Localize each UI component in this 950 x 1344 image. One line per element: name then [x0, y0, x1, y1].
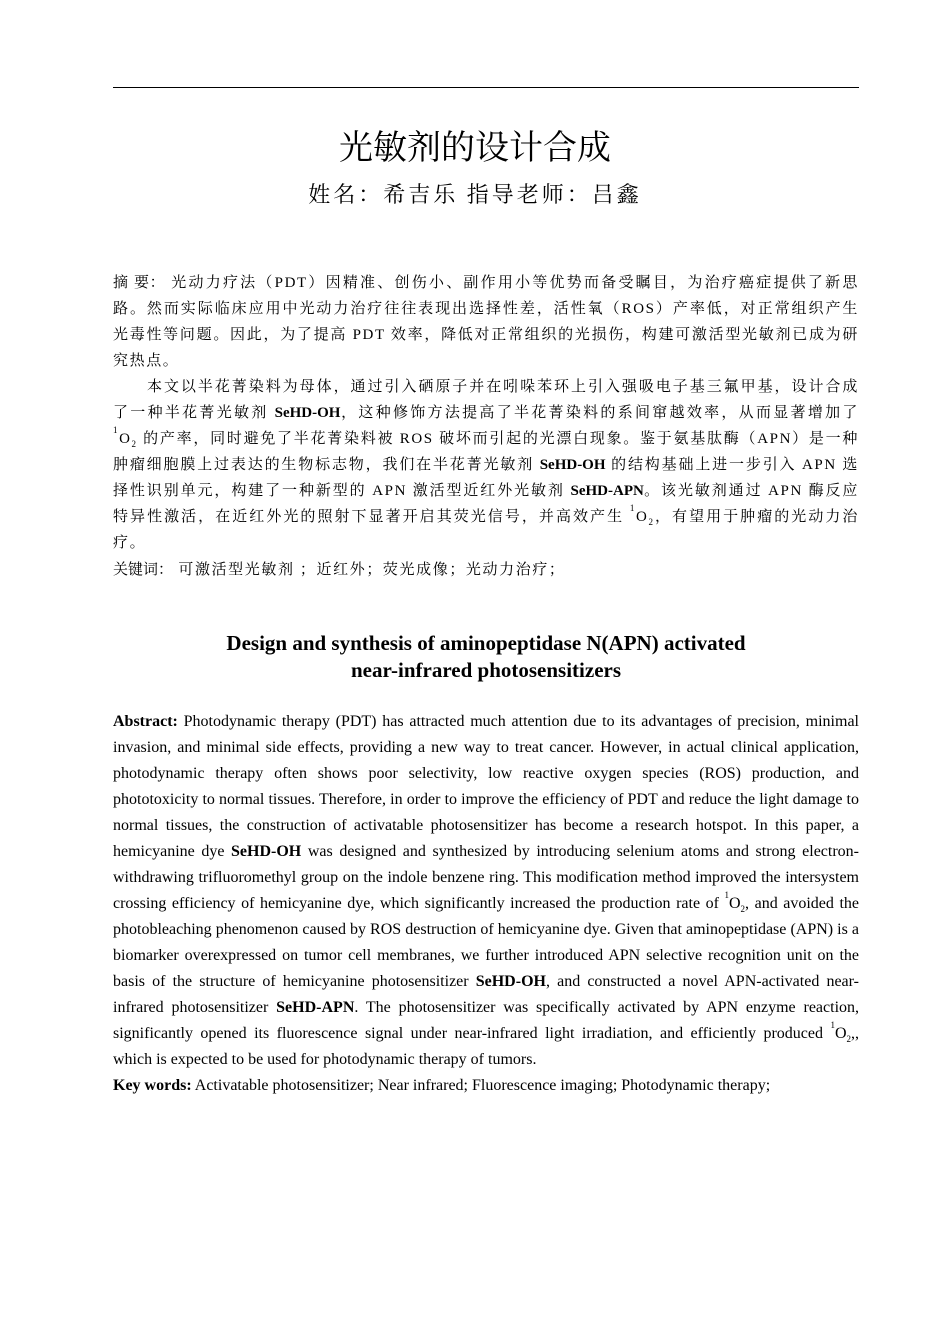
formula-script: 1	[724, 890, 729, 900]
text-run: 光动力疗法（PDT）因精准、创伤小、副作用小等优势而备受瞩目，为治疗癌症提供了新思路。然而实际临床应用中光动力治疗往往表现出选择性差，活性氧（ROS）产率低，对正常组织产生光毒性等问题。因此，为了提高 PDT 效率，降低对正常组织的光损伤，构建可激活型光敏剂已成为研究热点。	[113, 275, 859, 369]
formula-script: 2	[740, 904, 746, 915]
english-abstract	[113, 709, 859, 1099]
author-line: 姓名：希吉乐 指导老师：吕鑫	[308, 182, 642, 207]
header-rule	[113, 87, 859, 88]
text-segments	[113, 275, 859, 369]
bold-compound-name: SeHD-OH	[475, 973, 546, 990]
formula-script: 1	[830, 1020, 835, 1030]
bold-compound-name: SeHD-APN	[276, 999, 355, 1016]
cn-abstract-p1	[113, 269, 859, 374]
cn-abstract-label: 摘 要：	[113, 273, 166, 291]
cn-abstract-p2	[113, 374, 859, 556]
text-run: O	[119, 431, 132, 447]
chinese-abstract	[113, 269, 859, 583]
en-abstract-label: Abstract:	[113, 713, 178, 730]
english-title	[0, 630, 950, 684]
cn-keywords	[113, 556, 859, 583]
bold-compound-name: SeHD-OH	[231, 843, 302, 860]
bold-compound-name: SeHD-OH	[539, 457, 606, 473]
text-run: O	[636, 509, 649, 525]
text-segments	[113, 713, 859, 1068]
formula-script: 1	[629, 503, 637, 513]
text-run: 的产率，同时避免了半花菁染料被 ROS 破坏而引起的光漂白现象。鉴于氨基肽酶（APN）是一种肿瘤细胞膜上过表达的生物标志物，我们在半花菁光敏剂	[113, 431, 859, 473]
english-title-line2: near-infrared photosensitizers	[350, 658, 622, 682]
formula-script: 2	[648, 517, 655, 527]
text-run: ，这种修饰方法提高了半花菁染料的系间窜越效率，从而显著增加了	[340, 405, 859, 421]
text-run: O	[728, 895, 741, 912]
formula-script: 2	[846, 1034, 851, 1045]
en-keywords-label: Key words:	[113, 1077, 192, 1094]
text-segments	[113, 379, 859, 551]
text-run: . The photosensitizer was specifically activated by APN enzyme reaction, significantly opened its fluorescence signal under near-infrared light irradiation, and efficiently produced	[113, 999, 860, 1042]
english-title-line1: Design and synthesis of aminopeptidase N(APN) activated	[226, 631, 746, 655]
en-abstract-body	[113, 709, 859, 1073]
en-keywords-text: Activatable photosensitizer; Near infrared; Fluorescence imaging; Photodynamic therapy;	[191, 1077, 771, 1094]
cn-keywords-label: 关键词：	[113, 560, 174, 578]
text-run: , and constructed a novel APN-activated near-infrared photosensitizer	[113, 973, 859, 1016]
en-keywords	[113, 1073, 859, 1099]
bold-compound-name: SeHD-APN	[570, 483, 644, 499]
text-run: 。该光敏剂通过 APN 酶反应特异性激活，在近红外光的照射下显著开启其荧光信号，并高效产生	[113, 483, 859, 525]
cn-keywords-text: 可激活型光敏剂 ；近红外；荧光成像；光动力治疗；	[173, 562, 566, 578]
text-run: ,, which is expected to be used for photodynamic therapy of tumors.	[113, 1025, 859, 1068]
page-title: 光敏剂的设计合成	[339, 128, 611, 168]
formula-script: 2	[131, 439, 138, 449]
text-run: 本文以半花菁染料为母体，通过引入硒原子并在吲哚苯环上引入强吸电子基三氟甲基，设计合成了一种半花菁光敏剂	[113, 379, 859, 421]
formula-script: 1	[113, 425, 120, 435]
text-run: was designed and synthesized by introducing selenium atoms and strong electron-withdrawing trifluoromethyl group on the indole benzene ring. This modification method improved the intersystem crossing efficiency of hemicyanine dye, which significantly increased the production rate of	[113, 843, 859, 912]
text-run: Photodynamic therapy (PDT) has attracted much attention due to its advantages of precision, minimal invasion, and minimal side effects, providing a new way to treat cancer. However, in actual clinical application, photodynamic therapy often shows poor selectivity, low reactive oxygen species (ROS) production, and phototoxicity to normal tissues. Therefore, in order to improve the efficiency of PDT and reduce the light damage to normal tissues, the construction of activatable photosensitizer has become a research hotspot. In this paper, a hemicyanine dye	[113, 713, 859, 860]
text-run: ，有望用于肿瘤的光动力治疗。	[113, 509, 860, 551]
bold-compound-name: SeHD-OH	[274, 405, 341, 421]
text-run: , and avoided the photobleaching phenomenon caused by ROS destruction of hemicyanine dye. Given that aminopeptidase (APN) is a biomarker overexpressed on tumor cell membranes, we further introduced APN selective recognition unit on the basis of the structure of hemicyanine photosensitizer	[113, 895, 860, 990]
text-run: O	[834, 1025, 847, 1042]
text-run: 的结构基础上进一步引入 APN 选择性识别单元，构建了一种新型的 APN 激活型近红外光敏剂	[113, 457, 859, 499]
